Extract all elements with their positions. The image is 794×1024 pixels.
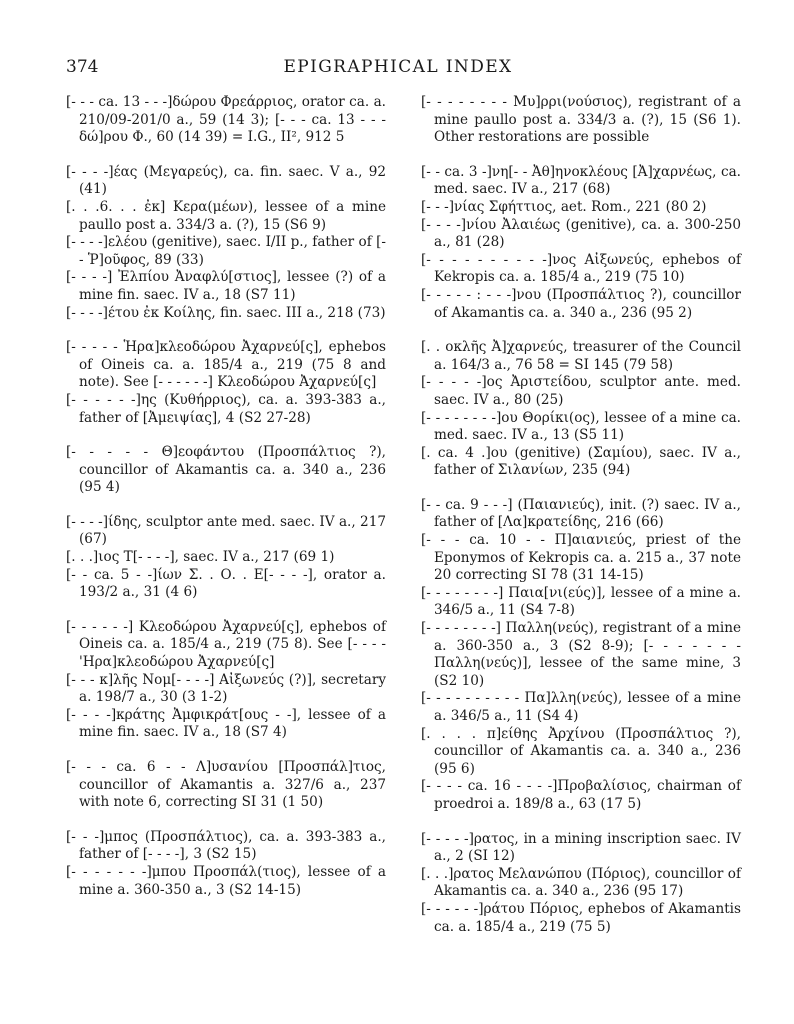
index-entry: [. . . . π]είθης Ἀρχίνου (Προσπάλτιος ?), councillor of Akamantis ca. a. 340 a., 236 (95 6) xyxy=(421,725,741,777)
index-entry: [- - - - - - - -] Παια[νι(εύς)], lessee of a mine a. 346/5 a., 11 (S4 7-8) xyxy=(421,584,741,619)
index-entry: [- - - - - - - - - - Πα]λλη(νεύς), lessee of a mine a. 346/5 a., 11 (S4 4) xyxy=(421,690,741,724)
index-entry: [- - - - - - - - - -]νος Αἰξωνεύς, ephebos of Kekropis ca. a. 185/4 a., 219 (75 10) xyxy=(421,251,741,286)
index-entry: [- - - -]ίδης, sculptor ante med. saec. IV a., 217 (67) xyxy=(66,513,386,548)
index-entry-group xyxy=(66,94,386,147)
index-entry: [. . .]ιος Τ[- - - -], saec. IV a., 217 (69 1) xyxy=(66,549,335,566)
index-entry: [- - ca. 9 - - -] (Παιανιεύς), init. (?) saec. IV a., father of [Λα]κρατείδης, 216 (66) xyxy=(421,496,741,531)
index-entry-group xyxy=(66,829,386,899)
index-entry-group xyxy=(66,759,386,812)
index-entry: [- - ca. 5 - -]ίων Σ. . Ο. . Ε[- - - -], orator a. 193/2 a., 31 (4 6) xyxy=(66,566,386,601)
index-entry: [- - - -]νίου Ἀλαιέως (genitive), ca. a. 300-250 a., 81 (28) xyxy=(421,216,741,251)
index-entry: [- - - - - -]ράτου Πόριος, ephebos of Akamantis ca. a. 185/4 a., 219 (75 5) xyxy=(421,900,741,935)
index-entry-group xyxy=(421,94,741,147)
index-entry: [- - ca. 3 -]νη[- - Ἀθ]ηνοκλέους [Ἀ]χαρνέως, ca. med. saec. IV a., 217 (68) xyxy=(421,163,741,198)
index-entry-group xyxy=(66,339,386,427)
index-entry: [- - - - - - -]μπου Προσπάλ(τιος), lessee of a mine a. 360-350 a., 3 (S2 14-15) xyxy=(66,863,386,898)
index-entry: [- - - - -]ος Ἀριστείδου, sculptor ante. med. saec. IV a., 80 (25) xyxy=(421,374,741,408)
page-number: 374 xyxy=(66,57,99,77)
index-entry: [- - - - - Ἡρα]κλεοδώρου Ἀχαρνεύ[ς], ephebos of Oineis ca. a. 185/4 a., 219 (75 8 and note). See [- - - - - -] Κλεοδώρου Ἀχαρνεύ[ς] xyxy=(66,339,386,391)
index-entry: [. . οκλῆς Ἀ]χαρνεύς, treasurer of the Council a. 164/3 a., 76 58 = SI 145 (79 58) xyxy=(421,339,741,373)
index-entry: [- - - - - Θ]εοφάντου (Προσπάλτιος ?), councillor of Akamantis ca. a. 340 a., 236 (95 4) xyxy=(66,444,386,496)
index-entry: [- - - ca. 6 - - Λ]υσανίου [Προσπάλ]τιος, councillor of Akamantis a. 327/6 a., 237 with note 6, correcting SI 31 (1 50) xyxy=(66,759,386,811)
page-header xyxy=(66,57,730,79)
index-entry: [- - - - - -] Κλεοδώρου Ἀχαρνεύ[ς], ephebos of Oineis ca. a. 185/4 a., 219 (75 8). See [- - - - 'Ηρα]κλεοδώρου Ἀχαρνεύ[ς] xyxy=(66,618,386,671)
index-entry-group xyxy=(66,444,386,497)
index-entry: [- - - - -]ρατος, in a mining inscription saec. IV a., 2 (SI 12) xyxy=(421,830,741,865)
index-entry: [- - -]νίας Σφήττιος, aet. Rom., 221 (80 2) xyxy=(421,198,707,215)
index-entry: [- - - -] Ἐλπίου Ἀναφλύ[στιος], lessee (?) of a mine fin. saec. IV a., 18 (S7 11) xyxy=(66,269,386,303)
index-entry-group xyxy=(421,831,741,937)
index-entry: [- - - ca. 13 - - -]δώρου Φρεάρριος, orator ca. a. 210/09-201/0 a., 59 (14 3); [- - - ca. 13 - - - δώ]ρου Φ., 60 (14 39) = I.G., II², 912 5 xyxy=(66,94,386,146)
index-entry: [- - - -]ελέου (genitive), saec. I/II p., father of [- - Ῥ]οῦφος, 89 (33) xyxy=(66,234,386,268)
index-entry: [. ca. 4 .]ου (genitive) (Σαμίου), saec. IV a., father of Σιλανίων, 235 (94) xyxy=(421,444,741,479)
index-entry-group xyxy=(421,164,741,322)
index-entry: [- - - - - : - - -]νου (Προσπάλτιος ?), councillor of Akamantis ca. a. 340 a., 236 (95 2) xyxy=(421,286,741,321)
index-entry: [- - - - - - - -] Παλλη(νεύς), registrant of a mine a. 360-350 a., 3 (S2 8-9); [- - - - - - - Παλλη(νεύς)], lessee of the same mine, 3 (S2 10) xyxy=(421,620,741,689)
index-entry: [- - - -]έας (Μεγαρεύς), ca. fin. saec. V a., 92 (41) xyxy=(66,163,386,198)
index-entry-group xyxy=(66,619,386,742)
index-entry: [- - - -]κράτης Ἀμφικράτ[ους - -], lessee of a mine fin. saec. IV a., 18 (S7 4) xyxy=(66,706,386,741)
index-entry-group xyxy=(421,497,741,814)
index-entry: [- - - - ca. 16 - - - -]Προβαλίσιος, chairman of proedroi a. 189/8 a., 63 (17 5) xyxy=(421,778,741,812)
index-entry: [- - - - - - - -]ου Θορίκι(ος), lessee of a mine ca. med. saec. IV a., 13 (S5 11) xyxy=(421,409,741,444)
index-entry-group xyxy=(421,339,741,480)
index-entry: [- - - ca. 10 - - Π]αιανιεύς, priest of the Eponymos of Kekropis ca. a. 215 a., 37 note 20 correcting SI 78 (31 14-15) xyxy=(421,532,741,584)
index-entry: [- - - -]έτου ἐκ Κοίλης, fin. saec. III a., 218 (73) xyxy=(66,304,386,321)
index-entry: [- - - - - - - - Μυ]ρρι(νούσιος), registrant of a mine paullo post a. 334/3 a. (?), 15 (S6 1). Other restorations are possible xyxy=(421,94,741,146)
index-entry: [- - -]μπος (Προσπάλτιος), ca. a. 393-383 a., father of [- - - -], 3 (S2 15) xyxy=(66,828,386,863)
index-entry-group xyxy=(66,514,386,602)
index-entry: [. . .6. . . ἐκ] Κερα(μέων), lessee of a mine paullo post a. 334/3 a. (?), 15 (S6 9) xyxy=(66,198,386,233)
left-column xyxy=(66,94,386,916)
index-entry: [- - - κ]λῆς Νομ[- - - -] Αἰξωνεύς (?)], secretary a. 198/7 a., 30 (3 1-2) xyxy=(66,671,386,706)
index-entry: [- - - - - -]ης (Κυθήρριος), ca. a. 393-383 a., father of [Ἀμειψίας], 4 (S2 27-28) xyxy=(66,391,386,426)
page-title: EPIGRAPHICAL INDEX xyxy=(283,57,513,77)
index-entry-group xyxy=(66,164,386,322)
index-entry: [. . .]ρατος Μελανώπου (Πόριος), councillor of Akamantis ca. a. 340 a., 236 (95 17) xyxy=(421,865,741,900)
right-column xyxy=(421,94,741,953)
